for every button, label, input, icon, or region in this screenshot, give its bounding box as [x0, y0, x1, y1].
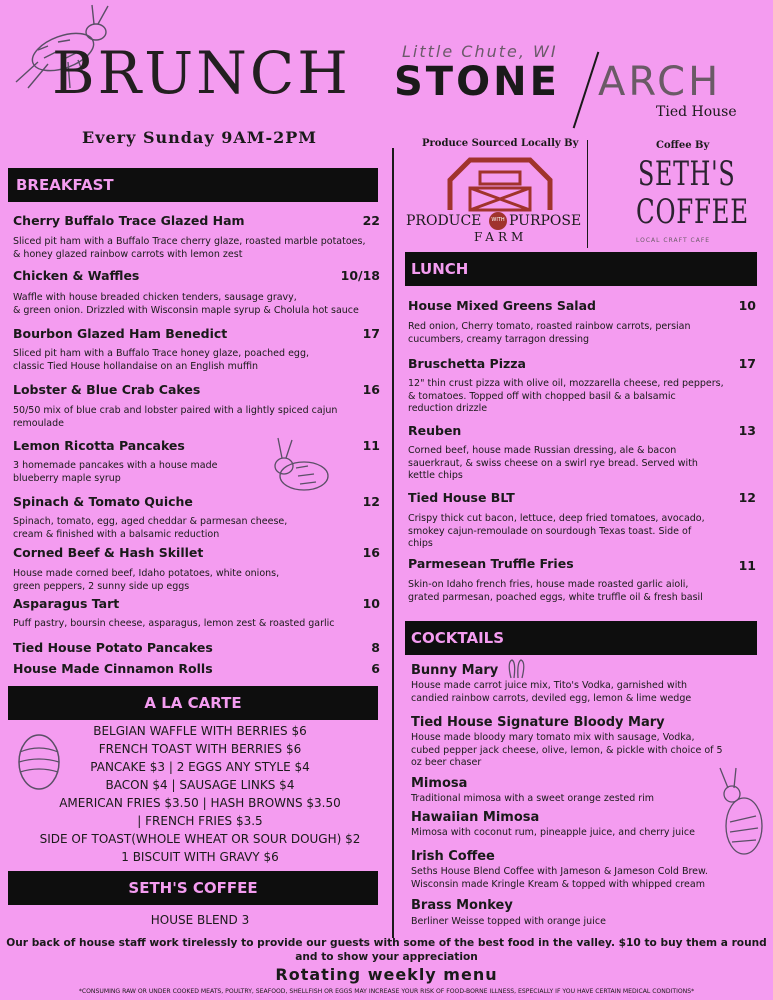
breakfast-item-name: Lobster & Blue Crab Cakes	[13, 382, 201, 397]
brunch-title: BRUNCH	[52, 39, 351, 107]
footer-thanks-2: and to show your appreciation	[295, 951, 478, 963]
column-divider	[392, 148, 394, 938]
produce-name-right: PURPOSE	[509, 213, 582, 229]
breakfast-item-name: Lemon Ricotta Pancakes	[13, 438, 185, 453]
cocktail-item-desc: Seths House Blend Coffee with Jameson & Jameson Cold Brew. Wisconsin made Kringle Kream & topped with whipped cream	[411, 866, 708, 890]
cocktail-item-desc: Berliner Weisse topped with orange juice	[411, 916, 606, 927]
breakfast-item-price: 8	[371, 640, 380, 655]
breakfast-item-desc: 50/50 mix of blue crab and lobster paired with a lightly spiced cajun remoulade	[13, 405, 338, 429]
cocktail-item-desc: Mimosa with coconut rum, pineapple juice, and cherry juice	[411, 827, 695, 838]
breakfast-item-name: Spinach & Tomato Quiche	[13, 494, 193, 509]
tied-house-label: Tied House	[656, 104, 737, 120]
breakfast-item-price: 10	[362, 596, 380, 611]
logo-divider	[587, 140, 588, 248]
cocktail-item-name: Brass Monkey	[411, 898, 513, 913]
lunch-item-name: Tied House BLT	[408, 490, 515, 505]
bunny-illustration-mid	[268, 436, 332, 496]
breakfast-item-name: House Made Cinnamon Rolls	[13, 661, 213, 676]
breakfast-item-desc: Sliced pit ham with a Buffalo Trace cherry glaze, roasted marble potatoes, & honey glazed rainbow carrots with lemon zest	[13, 236, 366, 260]
logo-slash	[573, 52, 600, 129]
lunch-item-price: 17	[738, 356, 756, 371]
lunch-item-price: 10	[738, 298, 756, 313]
breakfast-item-price: 11	[362, 438, 380, 453]
lunch-item-desc: 12" thin crust pizza with olive oil, mozzarella cheese, red peppers, & tomatoes. Topped off with chopped basil & a balsamic reduction drizzle	[408, 378, 724, 414]
alacarte-line: 1 BISCUIT WITH GRAVY $6	[121, 850, 279, 864]
farm-label: FARM	[474, 230, 528, 244]
alacarte-line: BACON $4 | SAUSAGE LINKS $4	[105, 778, 295, 792]
seths-logo-line2: COFFEE	[636, 192, 749, 232]
breakfast-item-name: Chicken & Waffles	[13, 268, 140, 283]
breakfast-header: BREAKFAST	[8, 168, 378, 202]
city-label: Little Chute, WI	[402, 42, 558, 61]
alacarte-line: | FRENCH FRIES $3.5	[137, 814, 263, 828]
lunch-item-name: Bruschetta Pizza	[408, 356, 526, 371]
coffee-by-label: Coffee By	[656, 140, 710, 151]
breakfast-item-name: Corned Beef & Hash Skillet	[13, 545, 204, 560]
cocktail-item-desc: House made carrot juice mix, Tito's Vodka, garnished with candied rainbow carrots, deviled egg, lemon & lime wedge	[411, 680, 692, 704]
cocktail-item-desc: Traditional mimosa with a sweet orange zested rim	[411, 793, 655, 804]
lunch-item-name: Parmesean Truffle Fries	[408, 556, 574, 571]
lunch-item-desc: Crispy thick cut bacon, lettuce, deep fried tomatoes, avocado, smokey cajun-remoulade on sourdough Texas toast. Side of chips	[408, 513, 705, 549]
cocktails-header: COCKTAILS	[405, 621, 757, 655]
lunch-item-price: 11	[738, 558, 756, 573]
arch-wordmark: ARCH	[598, 59, 722, 105]
lunch-item-price: 13	[738, 423, 756, 438]
lunch-item-desc: Red onion, Cherry tomato, roasted rainbow carrots, persian cucumbers, creamy tarragon dressing	[408, 321, 691, 345]
lunch-item-price: 12	[738, 490, 756, 505]
breakfast-item-price: 22	[362, 213, 380, 228]
breakfast-item-price: 16	[362, 545, 380, 560]
produce-name-left: PRODUCE	[406, 213, 482, 229]
seths-logo-line1: SETH'S	[638, 154, 736, 194]
breakfast-item-desc: Puff pastry, boursin cheese, asparagus, lemon zest & roasted garlic	[13, 618, 335, 629]
bunny-ears-icon	[505, 658, 527, 680]
breakfast-item-desc: 3 homemade pancakes with a house made blueberry maple syrup	[13, 460, 218, 484]
lunch-item-desc: Skin-on Idaho french fries, house made roasted garlic aioli, grated parmesan, poached eggs, white truffle oil & fresh basil	[408, 579, 703, 603]
bunny-illustration-right	[716, 766, 768, 860]
footer-thanks: Our back of house staff work tirelessly to provide our guests with some of the best food in the valley. $10 to buy them a round	[6, 937, 767, 949]
alacarte-line: BELGIAN WAFFLE WITH BERRIES $6	[93, 724, 307, 738]
seths-coffee-header: SETH'S COFFEE	[8, 871, 378, 905]
breakfast-item-name: Cherry Buffalo Trace Glazed Ham	[13, 213, 245, 228]
breakfast-item-price: 6	[371, 661, 380, 676]
cocktail-item-desc: House made bloody mary tomato mix with sausage, Vodka, cubed pepper jack cheese, olive, lemon, & pickle with choice of 5 oz beer chaser	[411, 732, 723, 768]
breakfast-item-price: 17	[362, 326, 380, 341]
breakfast-item-desc: House made corned beef, Idaho potatoes, white onions, green peppers, 2 sunny side up eggs	[13, 568, 280, 592]
alacarte-line: SIDE OF TOAST(WHOLE WHEAT OR SOUR DOUGH) $2	[39, 832, 361, 846]
cocktail-item-name: Mimosa	[411, 776, 468, 791]
breakfast-item-price: 12	[362, 494, 380, 509]
breakfast-item-name: Bourbon Glazed Ham Benedict	[13, 326, 228, 341]
alacarte-line: FRENCH TOAST WITH BERRIES $6	[98, 742, 302, 756]
easter-egg-icon	[16, 730, 62, 792]
lunch-item-desc: Corned beef, house made Russian dressing, ale & bacon sauerkraut, & swiss cheese on a swirl rye bread. Served with kettle chips	[408, 445, 698, 481]
breakfast-item-desc: Sliced pit ham with a Buffalo Trace honey glaze, poached egg, classic Tied House hollandaise on an English muffin	[13, 348, 310, 372]
cocktail-item-name: Hawaiian Mimosa	[411, 810, 540, 825]
alacarte-header: A LA CARTE	[8, 686, 378, 720]
breakfast-item-name: Tied House Potato Pancakes	[13, 640, 213, 655]
produce-label: Produce Sourced Locally By	[422, 138, 579, 149]
lunch-item-name: House Mixed Greens Salad	[408, 298, 596, 313]
barn-icon	[440, 152, 560, 214]
seths-logo-sub: LOCAL CRAFT CAFE	[636, 237, 711, 244]
lunch-header: LUNCH	[405, 252, 757, 286]
breakfast-item-desc: Spinach, tomato, egg, aged cheddar & parmesan cheese, cream & finished with a balsamic reduction	[13, 516, 288, 540]
alacarte-line: AMERICAN FRIES $3.50 | HASH BROWNS $3.50	[59, 796, 341, 810]
cocktail-item-name: Irish Coffee	[411, 849, 495, 864]
stone-wordmark: STONE	[394, 59, 560, 105]
cocktail-item-name: Bunny Mary	[411, 663, 499, 678]
breakfast-item-name: Asparagus Tart	[13, 596, 120, 611]
with-label: WITH	[491, 217, 505, 223]
alacarte-line: PANCAKE $3 | 2 EGGS ANY STYLE $4	[90, 760, 310, 774]
breakfast-item-desc: Waffle with house breaded chicken tenders, sausage gravy, & green onion. Drizzled with Wisconsin maple syrup & Cholula hot sauce	[13, 292, 359, 316]
lunch-item-name: Reuben	[408, 423, 462, 438]
breakfast-item-price: 10/18	[340, 268, 380, 283]
house-blend-line: HOUSE BLEND 3	[150, 913, 250, 927]
cocktail-item-name: Tied House Signature Bloody Mary	[411, 715, 665, 730]
schedule-text: Every Sunday 9AM-2PM	[82, 128, 317, 147]
food-warning: *CONSUMING RAW OR UNDER COOKED MEATS, POULTRY, SEAFOOD, SHELLFISH OR EGGS MAY INCREASE YOUR RISK OF FOOD-BORNE ILLNESS, ESPECIALLY IF YOU HAVE CERTAIN MEDICAL CONDITIONS*	[78, 988, 695, 995]
breakfast-item-price: 16	[362, 382, 380, 397]
rotating-menu: Rotating weekly menu	[275, 965, 498, 984]
